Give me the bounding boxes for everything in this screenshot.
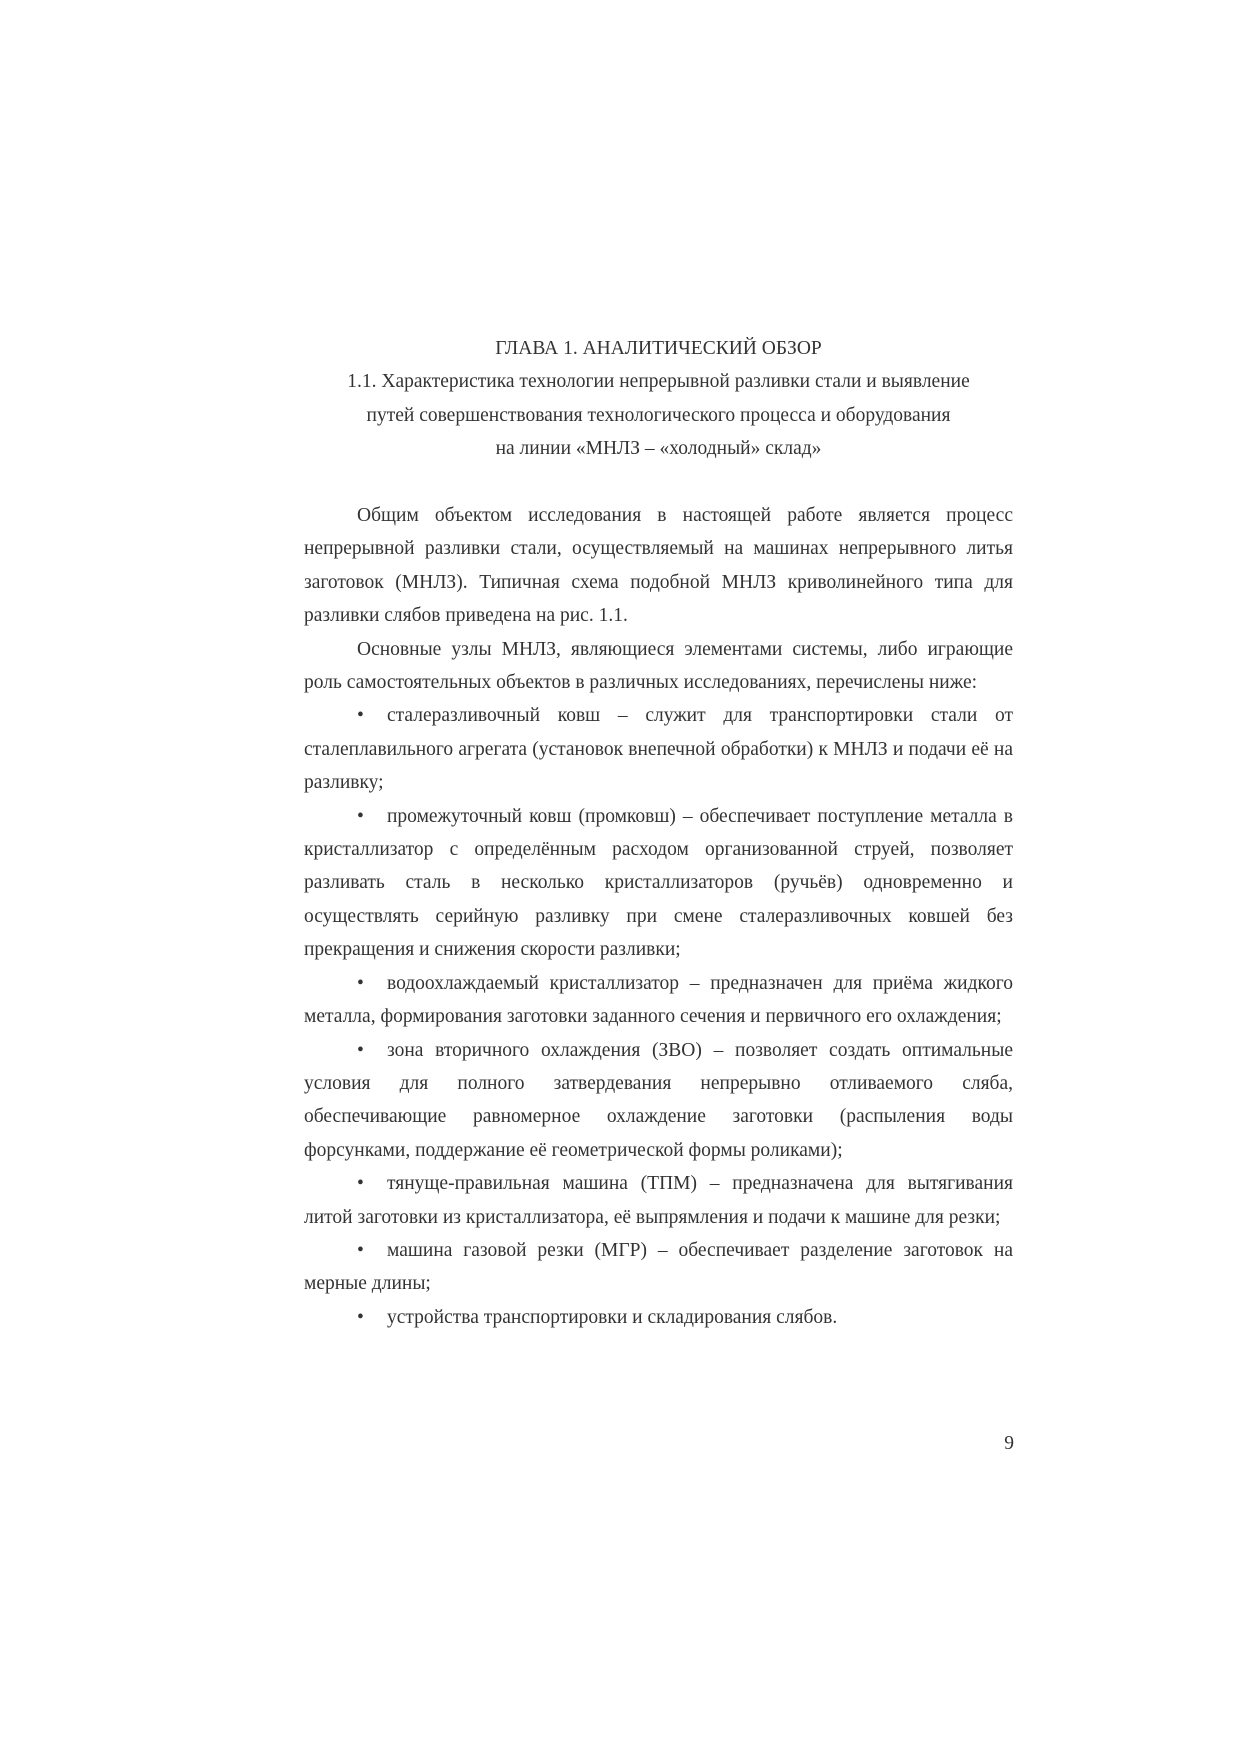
section-title-line-2: путей совершенствования технологического процесса и оборудования — [366, 404, 951, 426]
list-item-text: тянуще-правильная машина (ТПМ) – предназначена для вытягивания литой заготовки из кристаллизатора, её выпрямления и подачи к машине для резки; — [304, 1173, 1013, 1228]
bullet-dot: • — [357, 1306, 364, 1328]
chapter-heading — [304, 332, 1013, 466]
list-item-tundish — [304, 800, 1013, 967]
list-item-secondary-cooling — [304, 1034, 1013, 1168]
section-title-line-3: на линии «МНЛЗ – «холодный» склад» — [495, 438, 822, 460]
list-item-gas-cutting — [304, 1234, 1013, 1301]
bullet-dot: • — [357, 972, 364, 994]
bullet-dot: • — [357, 1039, 364, 1061]
list-item-text: устройства транспортировки и складирования слябов. — [387, 1306, 838, 1328]
bullet-dot: • — [357, 805, 364, 827]
page-number: 9 — [1004, 1433, 1014, 1454]
bullet-dot: • — [357, 1173, 364, 1195]
list-item-text: промежуточный ковш (промковш) – обеспечивает поступление металла в кристаллизатор с определённым расходом организованной струей, позволяет разливать сталь в несколько кристаллизаторов (ручьёв) одновременно и осуществлять серийную разливку при смене сталеразливочных ковшей без прекращения и снижения скорости разливки; — [304, 805, 1013, 961]
list-item-ladle — [304, 699, 1013, 799]
list-item-text: зона вторичного охлаждения (ЗВО) – позволяет создать оптимальные условия для полного затвердевания непрерывно отливаемого сляба, обеспечивающие равномерное охлаждение заготовки (распыления воды форсунками, поддержание её геометрической формы роликами); — [304, 1039, 1013, 1161]
section-title-line-1: 1.1. Характеристика технологии непрерывной разливки стали и выявление — [347, 371, 970, 393]
list-item-transport — [304, 1301, 1013, 1334]
paragraph-intro: Общим объектом исследования в настоящей работе является процесс непрерывной разливки стали, осуществляемый на машинах непрерывного литья заготовок (МНЛЗ). Типичная схема подобной МНЛЗ криволинейного типа для разливки слябов приведена на рис. 1.1. — [304, 505, 1013, 627]
paragraph-main-units: Основные узлы МНЛЗ, являющиеся элементами системы, либо играющие роль самостоятельных объектов в различных исследованиях, перечислены ниже: — [304, 638, 1013, 694]
chapter-title: ГЛАВА 1. АНАЛИТИЧЕСКИЙ ОБЗОР — [495, 338, 822, 359]
bullet-dot: • — [357, 1239, 364, 1261]
list-item-text: сталеразливочный ковш – служит для транспортировки стали от сталеплавильного агрегата (установок внепечной обработки) к МНЛЗ и подачи её на разливку; — [304, 705, 1013, 794]
list-item-withdrawal-machine — [304, 1167, 1013, 1234]
bullet-dot: • — [357, 705, 364, 727]
list-item-mold — [304, 967, 1013, 1034]
list-item-text: водоохлаждаемый кристаллизатор – предназначен для приёма жидкого металла, формирования заготовки заданного сечения и первичного его охлаждения; — [304, 972, 1013, 1028]
list-item-text: машина газовой резки (МГР) – обеспечивает разделение заготовок на мерные длины; — [304, 1239, 1013, 1295]
body-text — [304, 499, 1013, 1334]
